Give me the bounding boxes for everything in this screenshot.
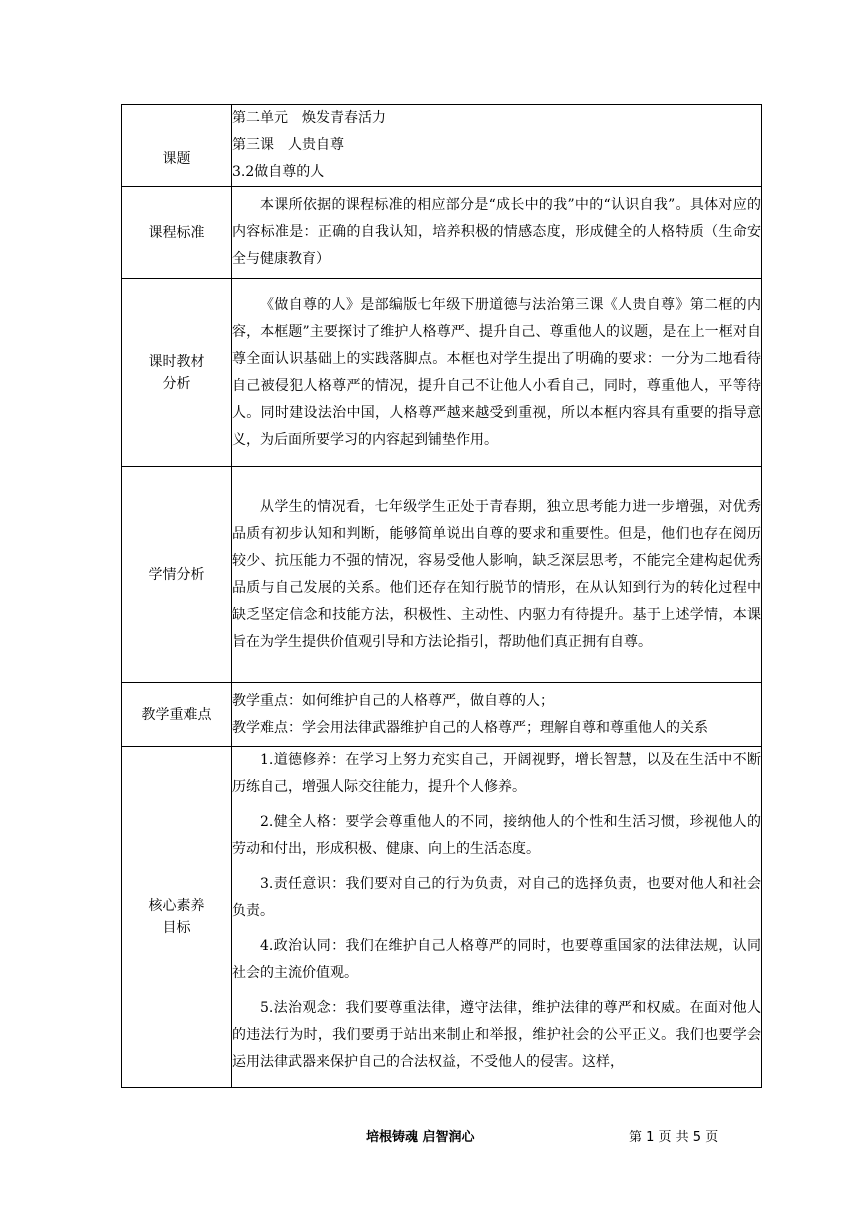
key-point: 教学重点：如何维护自己的人格尊严，做自尊的人； bbox=[232, 692, 554, 709]
table-row-students bbox=[122, 467, 762, 683]
label-material bbox=[122, 279, 232, 467]
goal-item: 2.健全人格：要学会尊重他人的不同，接纳他人的个性和生活习惯，珍视他人的劳动和付出，形成积极、健康、向上的生活态度。 bbox=[232, 814, 761, 857]
lesson-title: 第三课 人贵自尊 bbox=[232, 137, 344, 153]
goal-item: 5.法治观念：我们要尊重法律，遵守法律，维护法律的尊严和权威。在面对他人的违法行为时，我们要勇于站出来制止和举报，维护社会的公平正义。我们也要学会运用法律武器来保护自己的合法权益，不受他人的侵害。这样， bbox=[232, 1000, 761, 1070]
material-text: 《做自尊的人》是部编版七年级下册道德与法治第三课《人贵自尊》第二框的内容，本框题”主要探讨了维护人格尊严、提升自己、尊重他人的议题，是在上一框对自尊全面认识基础上的实践落脚点。本框也对学生提出了明确的要求：一分为二地看待自己被侵犯人格尊严的情况，提升自己不让他人小看自己，同时，尊重他人，平等待人。同时建设法治中国，人格尊严越来越受到重视，所以本框内容具有重要的指导意义，为后面所要学习的内容起到铺垫作用。 bbox=[232, 296, 761, 448]
students-text: 从学生的情况看，七年级学生正处于青春期，独立思考能力进一步增强，对优秀品质有初步认知和判断，能够简单说出自尊的要求和重要性。但是，他们也存在阅历较少、抗压能力不强的情况，容易受他人影响，缺乏深层思考，不能完全建构起优秀品质与自己发展的关系。他们还存在知行脱节的情形，在从认知到行为的转化过程中缺乏坚定信念和技能方法，积极性、主动性、内驱力有待提升。基于上述学情，本课旨在为学生提供价值观引导和方法论指引，帮助他们真正拥有自尊。 bbox=[232, 498, 761, 650]
label-material-line1: 课时教材 bbox=[148, 353, 205, 370]
goal-item: 4.政治认同：我们在维护自己人格尊严的同时，也要尊重国家的法律法规，认同社会的主流价值观。 bbox=[232, 938, 761, 981]
material-content bbox=[232, 279, 762, 467]
goals-content bbox=[232, 747, 762, 1088]
section-title: 3.2做自尊的人 bbox=[232, 164, 325, 180]
table-row-topic bbox=[122, 105, 762, 187]
difficult-point: 教学难点：学会用法律武器维护自己的人格尊严；理解自尊和尊重他人的关系 bbox=[232, 719, 708, 736]
table-row-keypoints bbox=[122, 683, 762, 747]
label-standard-text: 课程标准 bbox=[148, 224, 205, 241]
students-content bbox=[232, 467, 762, 683]
label-material-line2: 分析 bbox=[162, 375, 191, 392]
keypoints-content bbox=[232, 683, 762, 747]
footer-motto: 培根铸魂 启智润心 bbox=[366, 1130, 475, 1145]
label-topic bbox=[122, 105, 232, 187]
page-number: 第 1 页 共 5 页 bbox=[629, 1130, 719, 1145]
standard-content bbox=[232, 187, 762, 279]
label-keypoints-text: 教学重难点 bbox=[141, 706, 212, 723]
goal-item: 3.责任意识：我们要对自己的行为负责，对自己的选择负责，也要对他人和社会负责。 bbox=[232, 876, 761, 919]
label-topic-text: 课题 bbox=[162, 150, 191, 167]
goal-item: 1.道德修养：在学习上努力充实自己，开阔视野，增长智慧，以及在生活中不断历练自己，增强人际交往能力，提升个人修养。 bbox=[232, 752, 761, 795]
table-row-goals bbox=[122, 747, 762, 1088]
table-row-material bbox=[122, 279, 762, 467]
label-standard bbox=[122, 187, 232, 279]
label-students bbox=[122, 467, 232, 683]
unit-title: 第二单元 焕发青春活力 bbox=[232, 110, 386, 126]
standard-text: 本课所依据的课程标准的相应部分是“成长中的我”中的“认识自我”。具体对应的内容标准是：正确的自我认知，培养积极的情感态度，形成健全的人格特质（生命安全与健康教育） bbox=[232, 197, 761, 267]
table-row-standard bbox=[122, 187, 762, 279]
label-keypoints bbox=[122, 683, 232, 747]
label-goals-line2: 目标 bbox=[162, 920, 191, 936]
label-goals bbox=[122, 747, 232, 1088]
topic-content bbox=[232, 105, 762, 187]
label-students-text: 学情分析 bbox=[148, 566, 205, 583]
lesson-plan-table bbox=[121, 104, 762, 1088]
label-goals-line1: 核心素养 bbox=[148, 898, 205, 914]
